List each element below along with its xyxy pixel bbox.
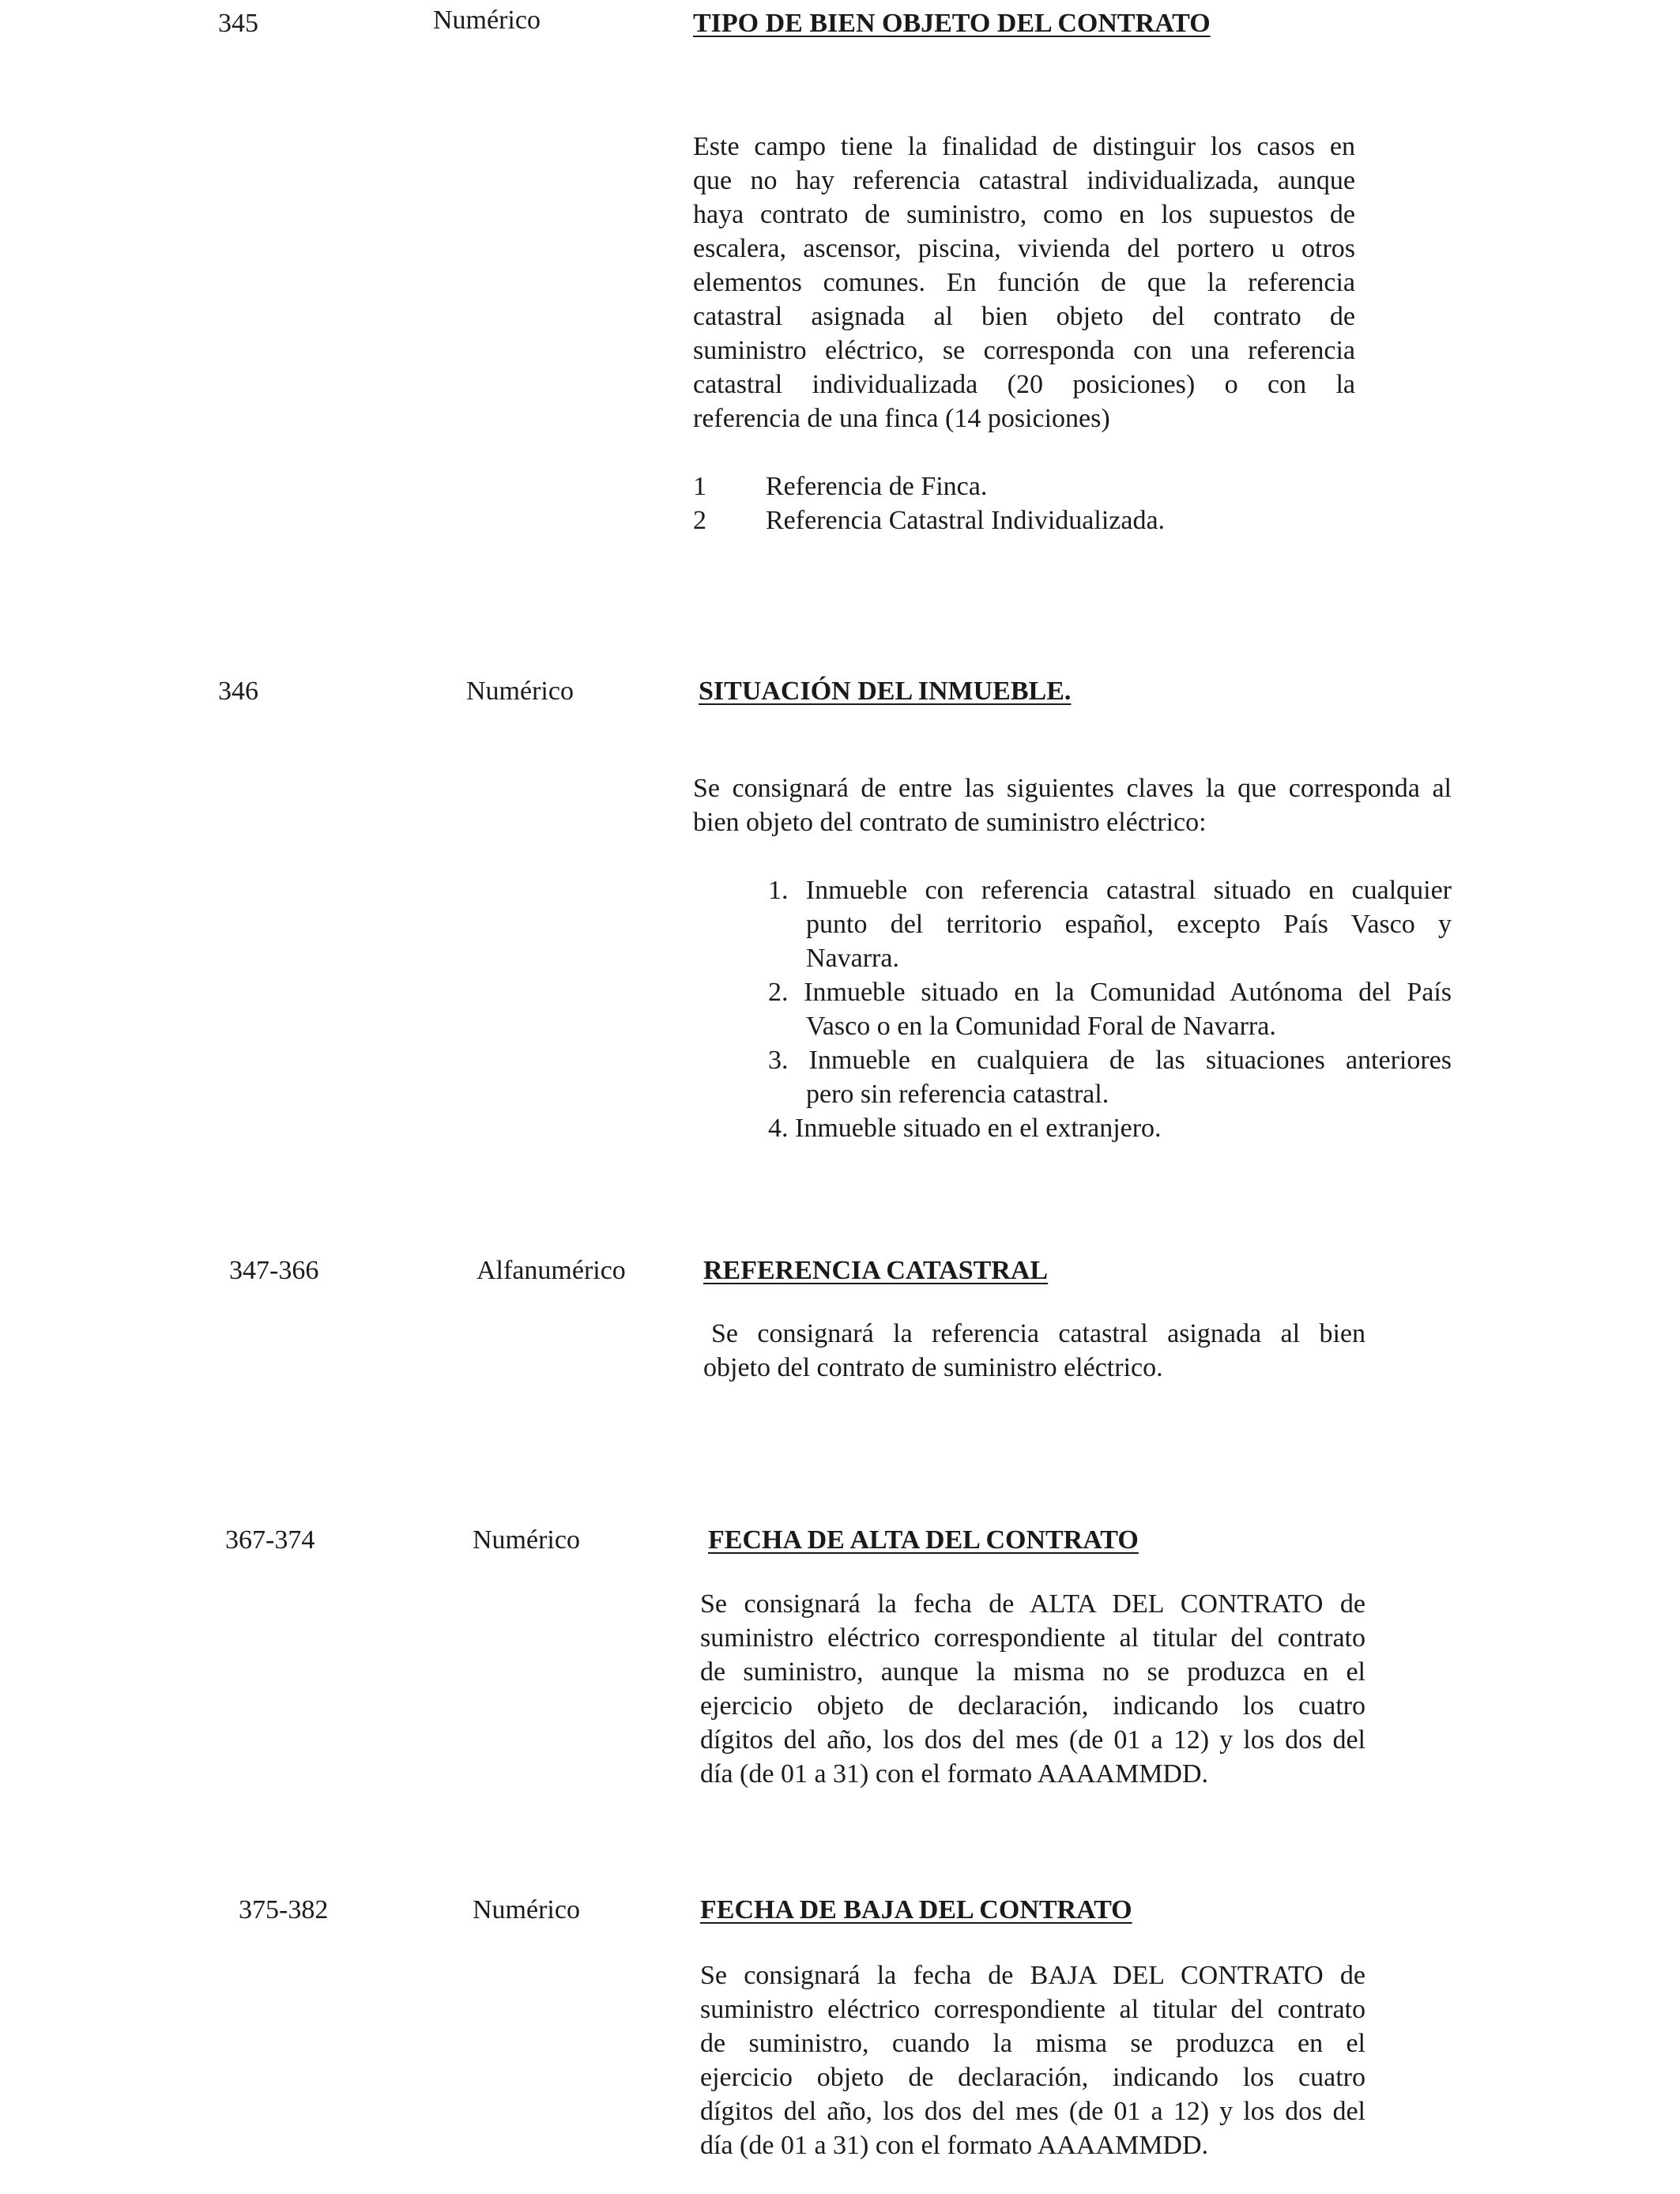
description-line: catastral asignada al bien objeto del contrato de (693, 302, 1355, 331)
field-position: 367-374 (225, 1525, 315, 1555)
description-line: de suministro, cuando la misma se produzca en el (700, 2029, 1365, 2058)
option-code: 1 (693, 472, 706, 501)
option-row (693, 469, 987, 503)
description-line: suministro eléctrico, se corresponda con una referencia (693, 336, 1355, 365)
description-line: Este campo tiene la finalidad de distinguir los casos en (693, 132, 1355, 161)
description-line: objeto del contrato de suministro eléctrico. (703, 1353, 1163, 1382)
description-line: haya contrato de suministro, como en los supuestos de (693, 200, 1355, 229)
field-position: 346 (218, 677, 258, 706)
option-label: Referencia Catastral Individualizada. (766, 506, 1166, 535)
description-line: Se consignará de entre las siguientes claves la que corresponda al (693, 774, 1452, 803)
list-item: 1. Inmueble con referencia catastral situado en cualquier (768, 876, 1452, 905)
description-line: Se consignará la fecha de ALTA DEL CONTRATO de (700, 1589, 1365, 1619)
field-type: Numérico (433, 6, 541, 35)
description-line: referencia de una finca (14 posiciones) (693, 404, 1110, 433)
field-description (693, 771, 1452, 839)
description-line: suministro eléctrico correspondiente al titular del contrato (700, 1623, 1365, 1653)
list-item: punto del territorio español, excepto País Vasco y (806, 910, 1452, 939)
field-title: TIPO DE BIEN OBJETO DEL CONTRATO (693, 9, 1211, 38)
description-line: bien objeto del contrato de suministro eléctrico: (693, 808, 1207, 837)
list-item: 4. Inmueble situado en el extranjero. (768, 1114, 1162, 1143)
description-line: ejercicio objeto de declaración, indicando los cuatro (700, 2063, 1365, 2092)
field-position: 375-382 (239, 1895, 329, 1924)
field-title: FECHA DE BAJA DEL CONTRATO (700, 1895, 1132, 1924)
description-line: Se consignará la fecha de BAJA DEL CONTRATO de (700, 1961, 1365, 1990)
list-item: Navarra. (806, 944, 899, 973)
description-line: elementos comunes. En función de que la referencia (693, 268, 1355, 297)
field-type: Alfanumérico (477, 1256, 626, 1285)
field-title: REFERENCIA CATASTRAL (703, 1256, 1049, 1285)
field-description (700, 1587, 1365, 1791)
description-line: dígitos del año, los dos del mes (de 01 a 12) y los dos del (700, 2097, 1365, 2126)
field-description (693, 130, 1355, 435)
description-line: catastral individualizada (20 posiciones) o con la (693, 370, 1355, 399)
list-item: 2. Inmueble situado en la Comunidad Autónoma del País (768, 978, 1452, 1007)
option-code: 2 (693, 506, 706, 535)
field-title: SITUACIÓN DEL INMUEBLE. (699, 677, 1072, 706)
option-row (693, 503, 1165, 537)
list-item: Vasco o en la Comunidad Foral de Navarra. (806, 1012, 1276, 1041)
description-line: día (de 01 a 31) con el formato AAAAMMDD. (700, 2131, 1209, 2160)
field-description (703, 1317, 1365, 1385)
list-item: pero sin referencia catastral. (806, 1080, 1109, 1109)
description-line: dígitos del año, los dos del mes (de 01 a 12) y los dos del (700, 1725, 1365, 1755)
situation-list (768, 873, 1452, 1145)
field-type: Numérico (473, 1895, 580, 1924)
list-item: 3. Inmueble en cualquiera de las situaciones anteriores (768, 1046, 1452, 1075)
option-label: Referencia de Finca. (766, 472, 988, 501)
description-line: Se consignará la referencia catastral asignada al bien (711, 1319, 1365, 1348)
field-position: 345 (218, 9, 258, 38)
field-position: 347-366 (229, 1256, 319, 1285)
description-line: ejercicio objeto de declaración, indicando los cuatro (700, 1691, 1365, 1721)
description-line: día (de 01 a 31) con el formato AAAAMMDD. (700, 1759, 1209, 1789)
field-type: Numérico (473, 1525, 580, 1555)
description-line: que no hay referencia catastral individualizada, aunque (693, 166, 1355, 195)
field-description (700, 1958, 1365, 2162)
description-line: suministro eléctrico correspondiente al titular del contrato (700, 1995, 1365, 2024)
description-line: escalera, ascensor, piscina, vivienda del portero u otros (693, 234, 1355, 263)
field-type: Numérico (466, 677, 574, 706)
field-title: FECHA DE ALTA DEL CONTRATO (708, 1525, 1139, 1555)
description-line: de suministro, aunque la misma no se produzca en el (700, 1657, 1365, 1687)
